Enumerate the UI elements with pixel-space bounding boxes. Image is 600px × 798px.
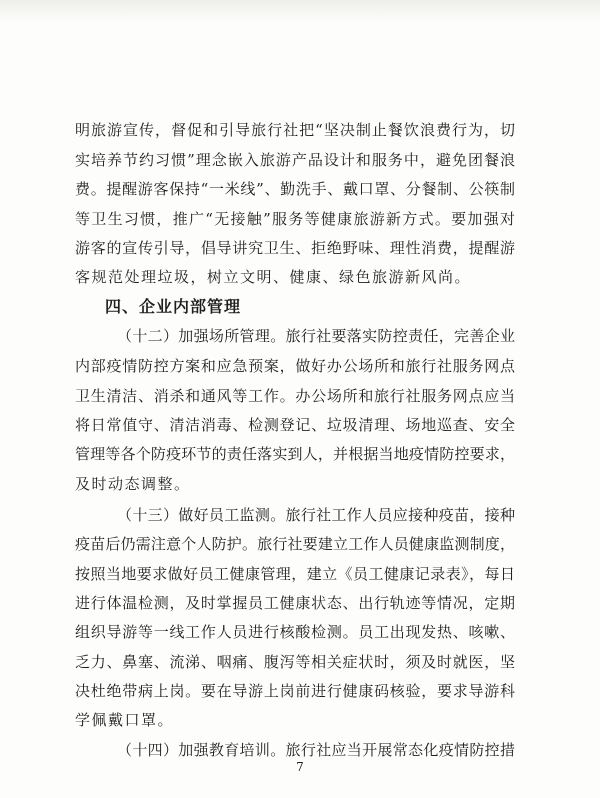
body-line: 管理等各个防疫环节的责任落实到人，并根据当地疫情防控要求， xyxy=(75,445,515,463)
body-line: 游客的宣传引导，倡导讲究卫生、拒绝野味、理性消费，提醒游 xyxy=(75,239,515,257)
body-line: 进行体温检测，及时掌握员工健康状态、出行轨迹等情况，定期 xyxy=(75,594,515,612)
body-line: 决杜绝带病上岗。要在导游上岗前进行健康码核验，要求导游科 xyxy=(75,682,515,700)
body-line: 乏力、鼻塞、流涕、咽痛、腹泻等相关症状时，须及时就医，坚 xyxy=(75,653,515,671)
body-line: 按照当地要求做好员工健康管理，建立《员工健康记录表》，每日 xyxy=(75,565,515,583)
paragraph-start: （十二）加强场所管理。旅行社要落实防控责任，完善企业 xyxy=(117,327,515,345)
paragraph-start: （十三）做好员工监测。旅行社工作人员应接种疫苗，接种 xyxy=(117,506,515,524)
body-line: 将日常值守、清洁消毒、检测登记、垃圾清理、场地巡查、安全 xyxy=(75,416,515,434)
body-line: 及时动态调整。 xyxy=(75,475,191,493)
body-line: 费。提醒游客保持“一米线”、勤洗手、戴口罩、分餐制、公筷制 xyxy=(75,180,515,198)
body-line: 等卫生习惯，推广“无接触”服务等健康旅游新方式。要加强对 xyxy=(75,210,515,228)
body-line: 实培养节约习惯”理念嵌入旅游产品设计和服务中，避免团餐浪 xyxy=(75,151,515,169)
body-line: 组织导游等一线工作人员进行核酸检测。员工出现发热、咳嗽、 xyxy=(75,623,515,641)
body-line: 卫生清洁、消杀和通风等工作。办公场所和旅行社服务网点应当 xyxy=(75,387,515,405)
paragraph-start: （十四）加强教育培训。旅行社应当开展常态化疫情防控措 xyxy=(117,741,515,759)
body-line: 明旅游宣传，督促和引导旅行社把“坚决制止餐饮浪费行为，切 xyxy=(75,121,515,139)
body-line: 客规范处理垃圾，树立文明、健康、绿色旅游新风尚。 xyxy=(75,268,472,286)
scan-edge-shade xyxy=(0,0,600,22)
page-number: 7 xyxy=(296,760,304,774)
section-heading: 四、企业内部管理 xyxy=(105,297,242,316)
body-line: 疫苗后仍需注意个人防护。旅行社要建立工作人员健康监测制度， xyxy=(75,535,515,553)
body-line: 内部疫情防控方案和应急预案，做好办公场所和旅行社服务网点 xyxy=(75,357,515,375)
body-line: 学佩戴口罩。 xyxy=(75,711,175,729)
